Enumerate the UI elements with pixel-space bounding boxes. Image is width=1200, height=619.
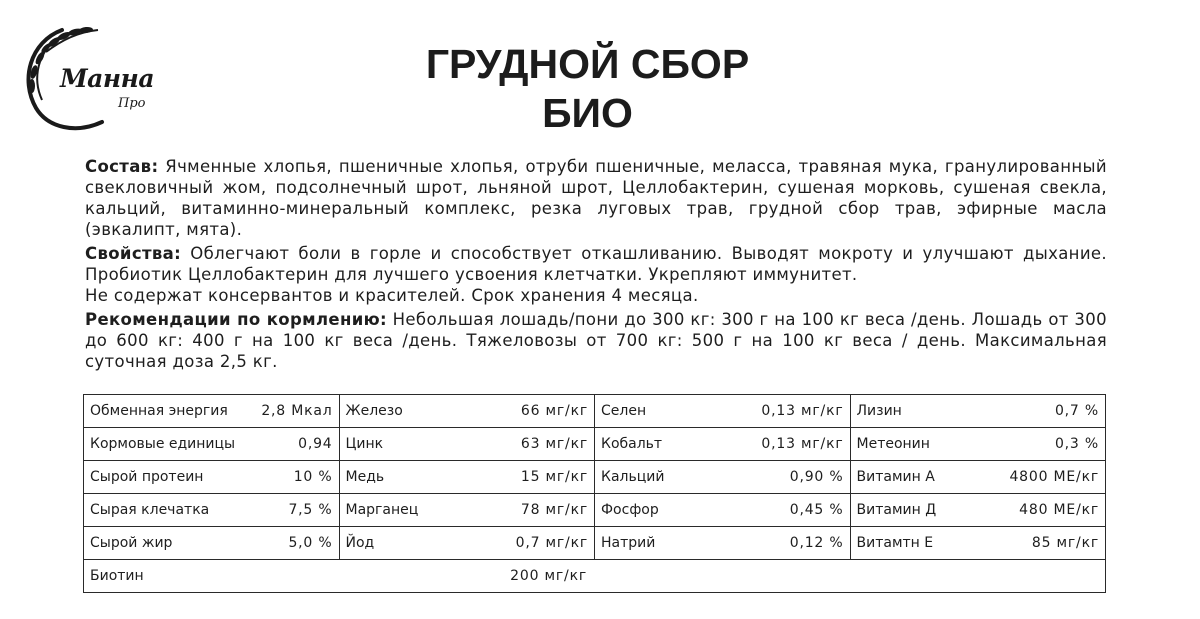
nutrient-cell xyxy=(84,494,340,527)
nutrient-cell xyxy=(595,527,851,560)
nutrient-cell xyxy=(84,560,1106,593)
table-row xyxy=(84,560,1106,593)
product-title xyxy=(0,40,1175,138)
nutrient-value: 0,45 % xyxy=(789,502,844,518)
nutrient-cell xyxy=(850,527,1106,560)
nutrient-entry xyxy=(601,469,844,485)
nutrient-value: 0,3 % xyxy=(1054,436,1099,452)
composition-text: Ячменные хлопья, пшеничные хлопья, отруби пшеничные, меласса, травяная мука, гранулированный свекловичный жом, подсолнечный шрот, льняной шрот, Целлобактерин, сушеная морковь, сушеная свекла, кальций, витаминно-минеральный комплекс, резка луговых трав, грудной сбор трав, эфирные масла (эвкалипт, мята). xyxy=(85,157,1107,239)
nutrient-entry xyxy=(857,502,1100,518)
logo-name: Манна xyxy=(60,64,155,93)
title-line-2: БИО xyxy=(542,90,633,136)
feeding-paragraph xyxy=(85,309,1107,372)
nutrient-name: Селен xyxy=(601,403,647,419)
nutrient-value: 0,7 мг/кг xyxy=(515,535,588,551)
nutrient-cell xyxy=(84,428,340,461)
nutrient-name: Кобальт xyxy=(601,436,663,452)
nutrient-cell xyxy=(850,395,1106,428)
table-row xyxy=(84,527,1106,560)
nutrient-value: 63 мг/кг xyxy=(520,436,588,452)
nutrient-entry xyxy=(346,403,589,419)
nutrient-entry xyxy=(90,535,333,551)
nutrient-entry xyxy=(857,535,1100,551)
nutrient-name: Марганец xyxy=(345,502,419,518)
nutrient-entry xyxy=(346,469,589,485)
nutrient-value: 0,94 xyxy=(298,436,333,452)
nutrient-name: Кальций xyxy=(601,469,665,485)
nutrient-entry xyxy=(90,568,1099,584)
nutrient-value: 5,0 % xyxy=(288,535,333,551)
table-row xyxy=(84,428,1106,461)
nutrient-value: 200 мг/кг xyxy=(510,568,587,584)
nutrient-name: Обменная энергия xyxy=(90,403,228,419)
description xyxy=(85,156,1107,375)
nutrient-value: 7,5 % xyxy=(288,502,333,518)
properties-text: Облегчают боли в горле и способствует откашливанию. Выводят мокроту и улучшают дыхание. Пробиотик Целлобактерин для лучшего усвоения клетчатки. Укрепляют иммунитет. xyxy=(85,244,1107,284)
properties-label: Свойства: xyxy=(85,244,182,263)
table-row xyxy=(84,494,1106,527)
nutrient-value: 78 мг/кг xyxy=(520,502,588,518)
nutrient-name: Витамин Д xyxy=(856,502,937,518)
nutrient-name: Витамтн Е xyxy=(856,535,934,551)
feeding-text: Небольшая лошадь/пони до 300 кг: 300 г на 100 кг веса /день. Лошадь от 300 до 600 кг: 400 г на 100 кг веса /день. Тяжеловозы от 700 кг: 500 г на 100 кг веса / день. Максимальная суточная доза 2,5 кг. xyxy=(85,310,1107,371)
nutrient-cell xyxy=(595,428,851,461)
nutrient-name: Натрий xyxy=(601,535,656,551)
nutrient-entry xyxy=(90,436,333,452)
nutrient-name: Метеонин xyxy=(856,436,930,452)
nutrient-cell xyxy=(339,461,595,494)
nutrient-value: 0,7 % xyxy=(1054,403,1099,419)
nutrient-name: Сырой жир xyxy=(90,535,173,551)
nutrient-name: Биотин xyxy=(90,568,144,584)
nutrient-name: Лизин xyxy=(856,403,902,419)
nutrient-table-body xyxy=(84,395,1106,593)
nutrient-cell xyxy=(339,494,595,527)
nutrient-entry xyxy=(857,469,1100,485)
nutrient-value: 10 % xyxy=(293,469,333,485)
properties-paragraph xyxy=(85,243,1107,306)
composition-label: Состав: xyxy=(85,157,159,176)
nutrient-cell xyxy=(595,395,851,428)
nutrient-value: 0,90 % xyxy=(789,469,844,485)
nutrient-entry xyxy=(346,436,589,452)
nutrient-name: Фосфор xyxy=(601,502,659,518)
nutrient-value: 0,13 мг/кг xyxy=(761,403,844,419)
nutrient-value: 0,13 мг/кг xyxy=(761,436,844,452)
nutrient-value: 0,12 % xyxy=(789,535,844,551)
nutrient-entry xyxy=(346,502,589,518)
feeding-label: Рекомендации по кормлению: xyxy=(85,310,387,329)
properties-text-2: Не содержат консервантов и красителей. Срок хранения 4 месяца. xyxy=(85,286,699,305)
nutrient-cell xyxy=(339,527,595,560)
nutrient-entry xyxy=(90,469,333,485)
nutrient-entry xyxy=(601,535,844,551)
nutrient-entry xyxy=(601,436,844,452)
nutrient-cell xyxy=(595,494,851,527)
nutrient-cell xyxy=(850,461,1106,494)
title-line-1: ГРУДНОЙ СБОР xyxy=(425,41,750,87)
nutrient-cell xyxy=(339,395,595,428)
nutrient-cell xyxy=(850,428,1106,461)
nutrient-entry xyxy=(601,502,844,518)
nutrient-name: Железо xyxy=(345,403,403,419)
nutrient-name: Медь xyxy=(345,469,385,485)
nutrient-value: 66 мг/кг xyxy=(520,403,588,419)
composition-paragraph xyxy=(85,156,1107,240)
nutrient-name: Сырой протеин xyxy=(90,469,204,485)
nutrient-entry xyxy=(857,436,1100,452)
nutrient-entry xyxy=(346,535,589,551)
nutrient-name: Кормовые единицы xyxy=(90,436,236,452)
nutrient-value: 15 мг/кг xyxy=(520,469,588,485)
nutrient-table xyxy=(83,394,1106,593)
nutrient-name: Цинк xyxy=(345,436,384,452)
nutrient-entry xyxy=(90,403,333,419)
nutrient-entry xyxy=(601,403,844,419)
nutrient-value: 4800 МЕ/кг xyxy=(1009,469,1099,485)
nutrient-cell xyxy=(84,395,340,428)
nutrient-entry xyxy=(857,403,1100,419)
nutrient-cell xyxy=(595,461,851,494)
nutrient-value: 480 МЕ/кг xyxy=(1019,502,1099,518)
nutrient-cell xyxy=(339,428,595,461)
nutrient-name: Йод xyxy=(345,535,375,551)
table-row xyxy=(84,395,1106,428)
nutrient-cell xyxy=(850,494,1106,527)
nutrient-name: Сырая клечатка xyxy=(90,502,210,518)
nutrient-value: 2,8 Мкал xyxy=(261,403,333,419)
nutrient-value: 85 мг/кг xyxy=(1031,535,1099,551)
logo-subtitle: Про xyxy=(118,96,146,111)
nutrient-entry xyxy=(90,502,333,518)
nutrient-cell xyxy=(84,461,340,494)
table-row xyxy=(84,461,1106,494)
nutrient-cell xyxy=(84,527,340,560)
nutrient-name: Витамин А xyxy=(856,469,935,485)
